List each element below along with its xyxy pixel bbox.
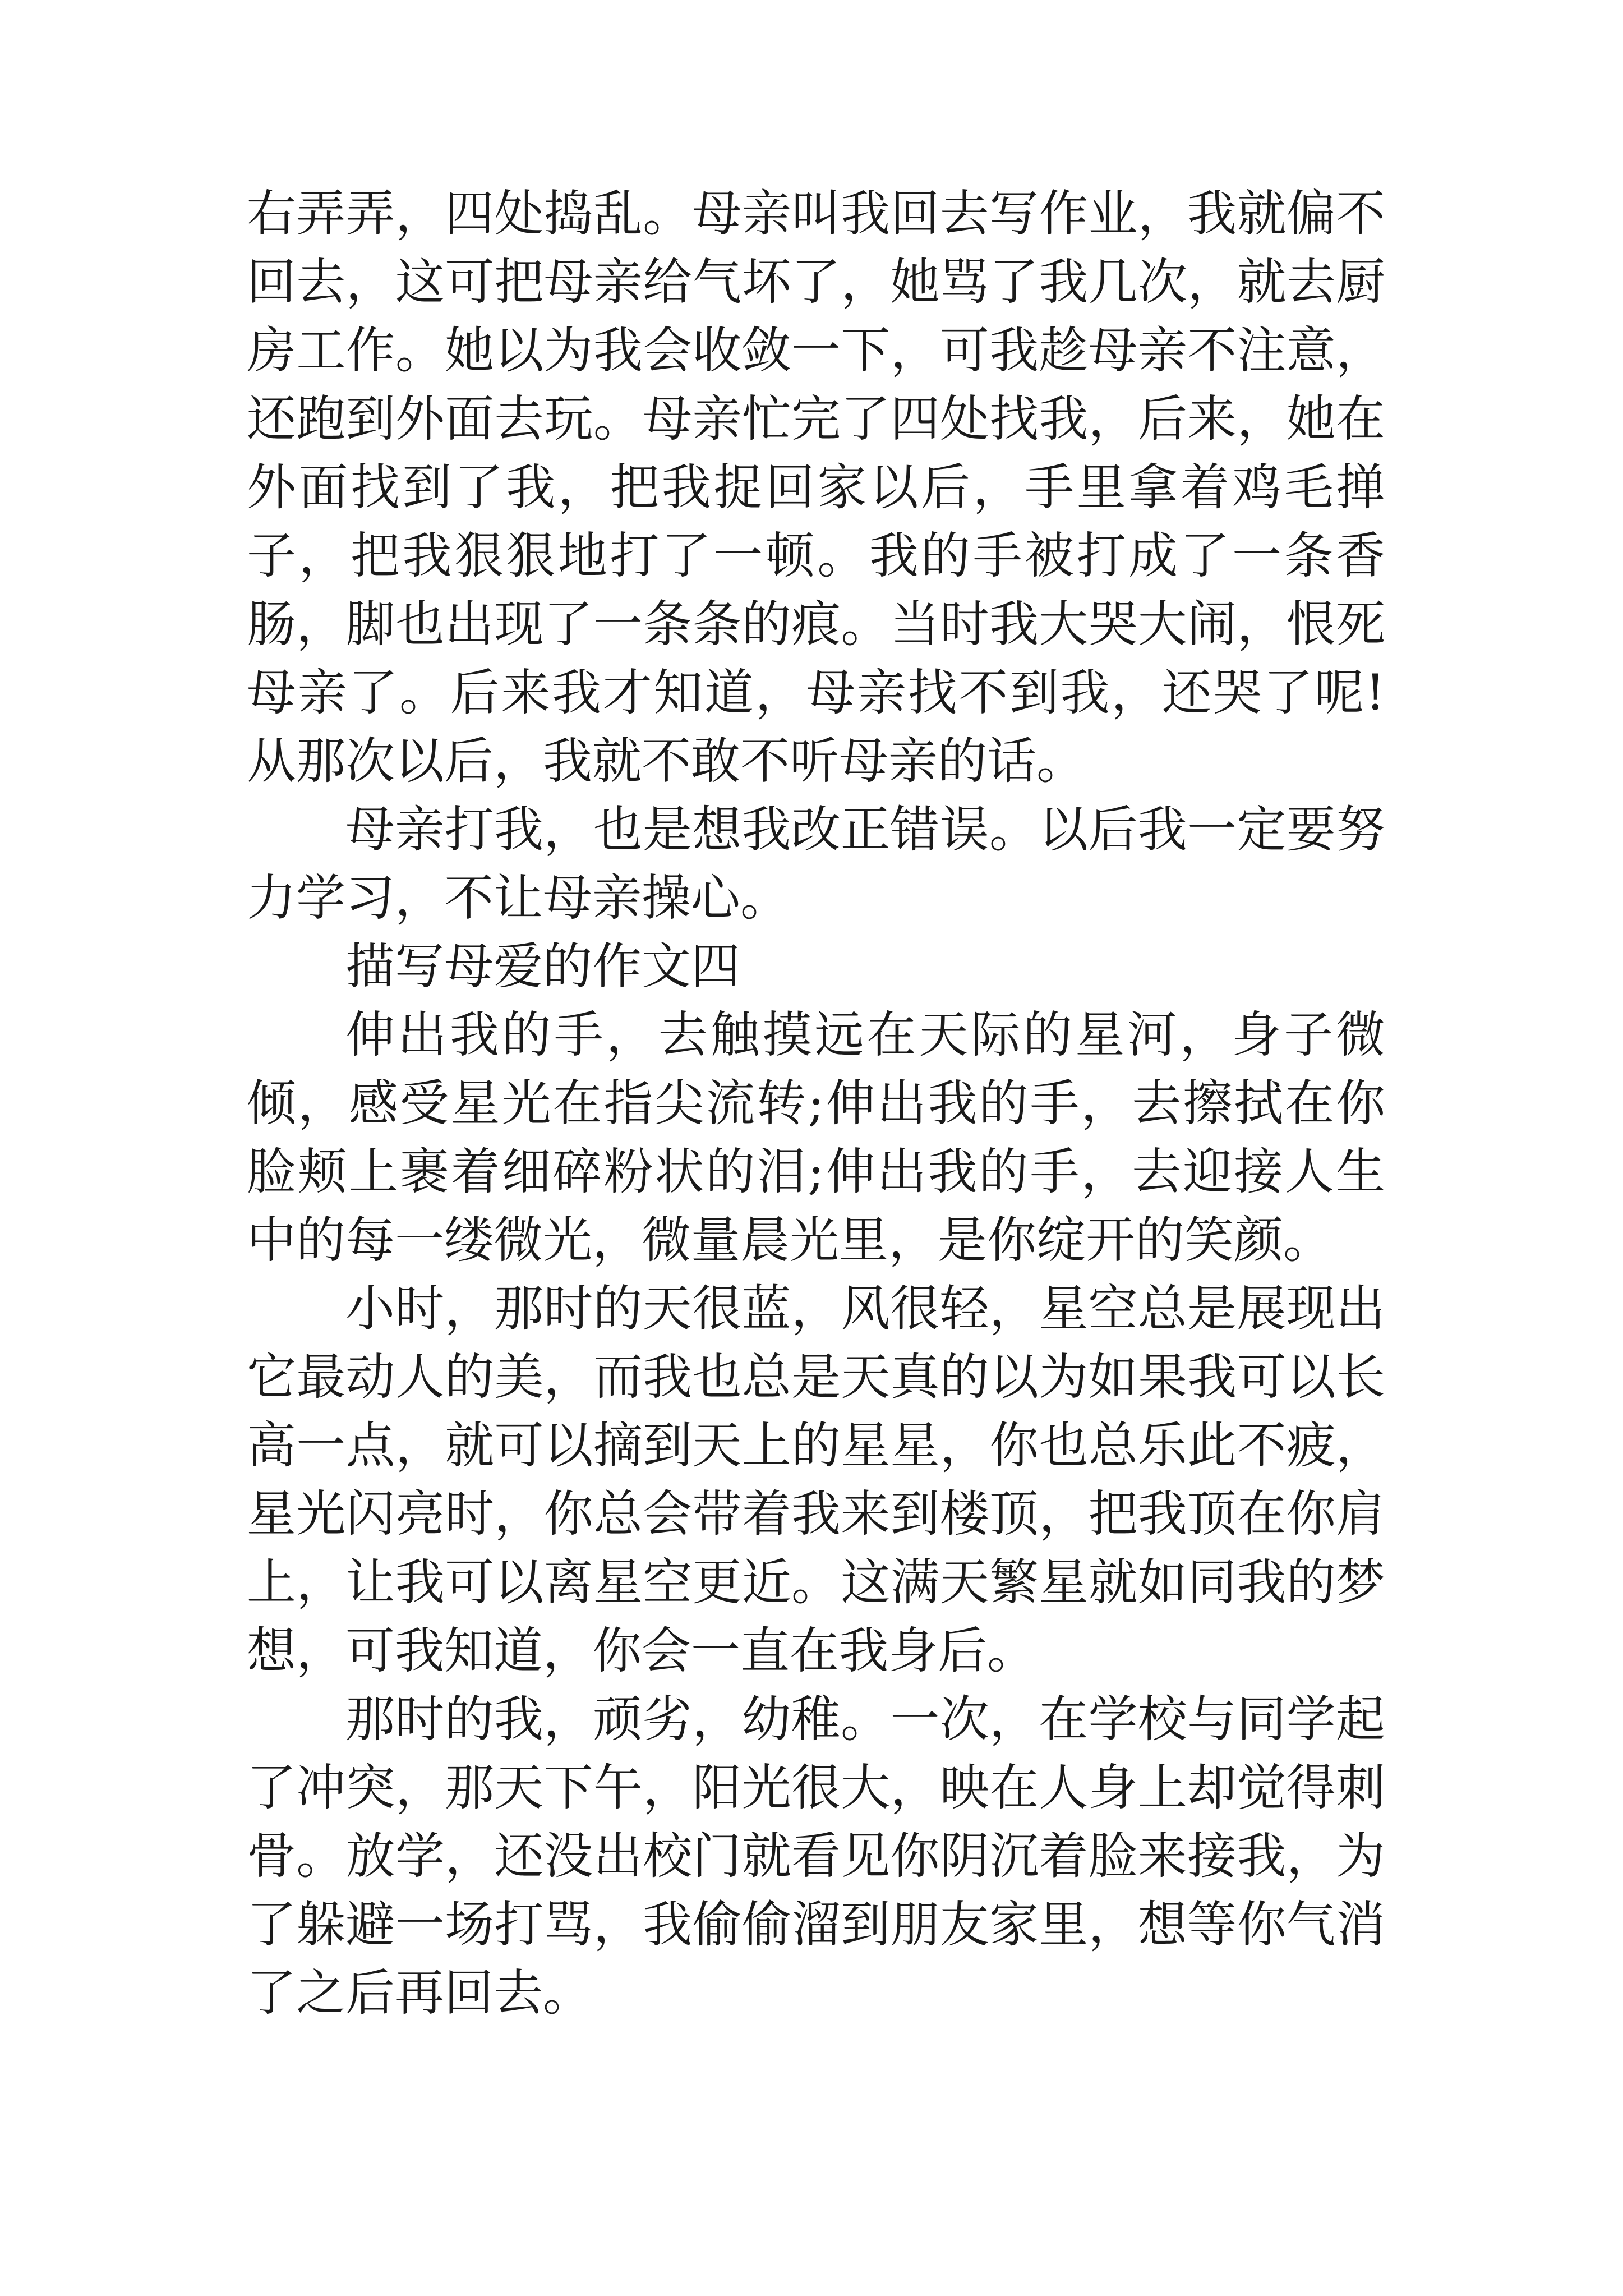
- essay-heading: 描写母爱的作文四: [345, 937, 741, 995]
- essay-paragraph-1: 伸出我的手，去触摸远在天际的星河，身子微倾，感受星光在指尖流转;伸出我的手，去擦拭在你脸颊上裹着细碎粉状的泪;伸出我的手，去迎接人生中的每一缕微光，微量晨光里，是你绽开的笑颜。: [247, 1006, 1385, 1269]
- paragraph-conclusion: 母亲打我，也是想我改正错误。以后我一定要努力学习，不让母亲操心。: [247, 800, 1385, 927]
- essay-paragraph-3: 那时的我，顽劣，幼稚。一次，在学校与同学起了冲突，那天下午，阳光很大，映在人身上却觉得刺骨。放学，还没出校门就看见你阴沉着脸来接我，为了躲避一场打骂，我偷偷溜到朋友家里，想等你气消了之后再回去。: [247, 1690, 1385, 2022]
- essay-paragraph-2: 小时，那时的天很蓝，风很轻，星空总是展现出它最动人的美，而我也总是天真的以为如果我可以长高一点，就可以摘到天上的星星，你也总乐此不疲，星光闪亮时，你总会带着我来到楼顶，把我顶在你肩上，让我可以离星空更近。这满天繁星就如同我的梦想，可我知道，你会一直在我身后。: [247, 1280, 1385, 1680]
- paragraph-continued: 右弄弄，四处捣乱。母亲叫我回去写作业，我就偏不回去，这可把母亲给气坏了，她骂了我几次，就去厨房工作。她以为我会收敛一下，可我趁母亲不注意，还跑到外面去玩。母亲忙完了四处找我，后来，她在外面找到了我，把我捉回家以后，手里拿着鸡毛掸子，把我狠狠地打了一顿。我的手被打成了一条香肠，脚也出现了一条条的痕。当时我大哭大闹，恨死母亲了。后来我才知道，母亲找不到我，还哭了呢!从那次以后，我就不敢不听母亲的话。: [247, 185, 1385, 790]
- document-body: [247, 180, 1385, 2027]
